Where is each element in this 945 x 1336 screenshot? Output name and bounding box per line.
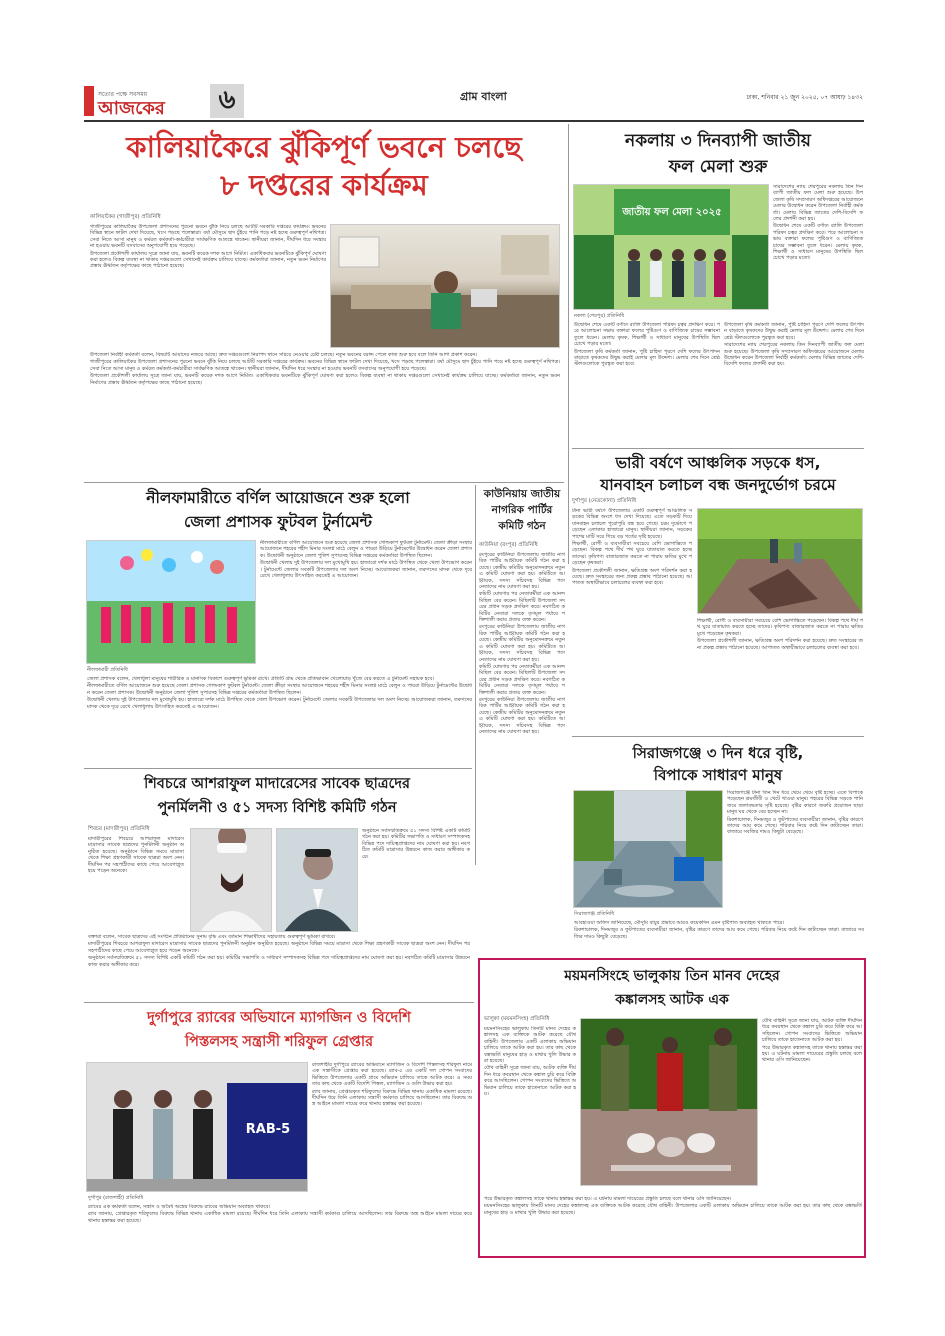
sirajganj-headline: সিরাজগঞ্জে ৩ দিন ধরে বৃষ্টি, বিপাকে সাধারণ মানুষ <box>632 744 804 784</box>
kaunia-headline: কাউনিয়ায় জাতীয় নাগরিক পার্টির কমিটি গঠন <box>483 488 561 532</box>
durgapur-headline: দুর্গাপুরে র‌্যাবের অভিযানে ম্যাগজিন ও বিদেশি পিস্তলসহ সন্ত্রাসী শরিফুল গ্রেপ্তার <box>147 1010 411 1050</box>
fruit-fair-body: সারাদেশের ন্যায় শেরপুরের নকলায় তিন দিনব্যাপী জাতীয় ফল মেলা শুরু হয়েছে। উপজেলা কৃষি সম্প্রসারণ অধিদপ্তরের আয়োজনে মেলার উদ্বোধন করেন উপজেলা নির্বাহী কর্মকর্তা। মেলায় বিভিন্ন জাতের দেশি-বিদেশি ফলের প্রদর্শনী করা হয়। উদ্বোধন শেষে একটি বর্ণাঢ্য র‌্যালি উপজেলা পরিষদ চত্বর প্রদক্ষিণ করে। পরে আলোচনা সভায় বক্তারা ফলের পুষ্টিগুণ ও বাণিজ্যিক চাষের সম্ভাবনা তুলে ধরেন। মেলায় কৃষক, শিক্ষার্থী ও সাধারণ মানুষের উপস্থিতি ছিল চোখে পড়ার মতো। <box>773 184 863 262</box>
kaunia-body: রংপুরের কাউনিয়া উপজেলায় জাতীয় নাগরিক পার্টির আহ্বায়ক কমিটি গঠন করা হয়েছে। কেন্দ্রীয় কমিটির অনুমোদনক্রমে নতুন এ কমিটি ঘোষণা করা হয়। কমিটিতে আহ্বায়ক, সদস্য সচিবসহ বিভিন্ন পদে নেতাদের নাম ঘোষণা করা হয়। কমিটি ঘোষণার পর নেতাকর্মীরা এক আনন্দ মিছিল বের করেন। মিছিলটি উপজেলা সদরের প্রধান সড়ক প্রদক্ষিণ করে। নবগঠিত কমিটির নেতারা দলকে তৃণমূল পর্যায়ে শক্তিশালী করার প্রত্যয় ব্যক্ত করেন। রংপুরের কাউনিয়া উপজেলায় জাতীয় নাগরিক পার্টির আহ্বায়ক কমিটি গঠন করা হয়েছে। কেন্দ্রীয় কমিটির অনুমোদনক্রমে নতুন এ কমিটি ঘোষণা করা হয়। কমিটিতে আহ্বায়ক, সদস্য সচিবসহ বিভিন্ন পদে নেতাদের নাম ঘোষণা করা হয়। কমিটি ঘোষণার পর নেতাকর্মীরা এক আনন্দ মিছিল বের করেন। মিছিলটি উপজেলা সদরের প্রধান সড়ক প্রদক্ষিণ করে। নবগঠিত কমিটির নেতারা দলকে তৃণমূল পর্যায়ে শক্তিশালী করার প্রত্যয় ব্যক্ত করেন। রংপুরের কাউনিয়া উপজেলায় জাতীয় নাগরিক পার্টির আহ্বায়ক কমিটি গঠন করা হয়েছে। কেন্দ্রীয় কমিটির অনুমোদনক্রমে নতুন এ কমিটি ঘোষণা করা হয়। কমিটিতে আহ্বায়ক, সদস্য সচিবসহ বিভিন্ন পদে নেতাদের নাম ঘোষণা করা হয়। <box>479 552 565 735</box>
shibchar-portrait-1 <box>190 828 272 932</box>
heavy-rain-body: টানা ভারী বর্ষণে উপজেলার একটি গুরুত্বপূর্ণ আঞ্চলিক সড়কের বিভিন্ন অংশে ধস দেখা দিয়েছে। এতে সড়কটি দিয়ে যানবাহন চলাচল পুরোপুরি বন্ধ হয়ে গেছে। চরম দুর্ভোগে পড়েছেন এলাকার হাজারো মানুষ। স্থানীয়রা জানান, সড়কের পাশের মাটি সরে গিয়ে বড় গর্তের সৃষ্টি হয়েছে। শিক্ষার্থী, রোগী ও ব্যবসায়ীরা সবচেয়ে বেশি ভোগান্তিতে পড়েছেন। বিকল্প পথে দীর্ঘ পথ ঘুরে যাতায়াত করতে হচ্ছে তাদের। কৃষিপণ্য বাজারজাত করতে না পারায় ক্ষতির মুখে পড়েছেন কৃষকরা। উপজেলা প্রকৌশলী জানান, ক্ষতিগ্রস্ত অংশ পরিদর্শন করা হয়েছে। দ্রুত সংস্কারের জন্য প্রকল্প প্রস্তাব পাঠানো হয়েছে। আপাতত অস্থায়ীভাবে চলাচলের ব্যবস্থা করা হবে। <box>572 508 692 587</box>
svg-text:RAB-5: RAB-5 <box>245 1122 291 1137</box>
shibchar-body: মাদারীপুরের শিবচরে আশরাফুল মাদারেস মাদ্রাসার সাবেক ছাত্রদের পুনর্মিলনী অনুষ্ঠান অনুষ্ঠিত হয়েছে। অনুষ্ঠানে বিভিন্ন সময়ে মাদ্রাসা থেকে শিক্ষা গ্রহণকারী সাবেক ছাত্ররা অংশ নেন। দীর্ঘদিন পর সহপাঠীদের কাছে পেয়ে আবেগাপ্লুত হয়ে পড়েন অনেকে। <box>88 836 184 875</box>
skeleton-seizure-photo <box>580 1018 758 1186</box>
durgapur-body: রাজশাহীর দুর্গাপুরে র‌্যাবের অভিযানে ম্যাগজিন ও বিদেশি পিস্তলসহ শরিফুল নামে এক সন্ত্রাসীকে গ্রেপ্তার করা হয়েছে। র‌্যাব-৫ এর একটি দল গোপন সংবাদের ভিত্তিতে উপজেলার একটি গ্রামে অভিযান চালিয়ে তাকে আটক করে। এ সময় তার কাছ থেকে একটি বিদেশি পিস্তল, ম্যাগজিন ও গুলি উদ্ধার করা হয়। র‌্যাব জানায়, গ্রেপ্তারকৃত শরিফুলের বিরুদ্ধে বিভিন্ন থানায় একাধিক মামলা রয়েছে। দীর্ঘদিন ধরে তিনি এলাকায় সন্ত্রাসী কর্মকাণ্ড চালিয়ে আসছিলেন। তার বিরুদ্ধে অস্ত্র আইনে মামলা দায়ের করে থানায় হস্তান্তর করা হয়েছে। <box>312 1062 472 1108</box>
shibchar-portrait-2 <box>276 828 358 932</box>
durgapur-body-cont: র‌্যাবের এক কর্মকর্তা বলেন, সন্ত্রাস ও অবৈধ অস্ত্রের বিরুদ্ধে র‌্যাবের অভিযান অব্যাহত থাকবে। র‌্যাব জানায়, গ্রেপ্তারকৃত শরিফুলের বিরুদ্ধে বিভিন্ন থানায় একাধিক মামলা রয়েছে। দীর্ঘদিন ধরে তিনি এলাকায় সন্ত্রাসী কর্মকাণ্ড চালিয়ে আসছিলেন। তার বিরুদ্ধে অস্ত্র আইনে মামলা দায়ের করে থানায় হস্তান্তর করা হয়েছে। <box>88 1204 472 1224</box>
article-rule <box>84 768 472 769</box>
fruit-fair-byline: নকলা (শেরপুর) প্রতিনিধি <box>574 313 625 319</box>
shibchar-body-cont2: বক্তারা বলেন, সাবেক ছাত্রদের এই সংগঠন প্রতিষ্ঠানের সুনাম বৃদ্ধি এবং বর্তমান শিক্ষার্থীদের সহায়তায় গুরুত্বপূর্ণ ভূমিকা রাখবে। মাদারীপুরের শিবচরে আশরাফুল মাদারেস মাদ্রাসার সাবেক ছাত্রদের পুনর্মিলনী অনুষ্ঠান অনুষ্ঠিত হয়েছে। অনুষ্ঠানে বিভিন্ন সময়ে মাদ্রাসা থেকে শিক্ষা গ্রহণকারী সাবেক ছাত্ররা অংশ নেন। দীর্ঘদিন পর সহপাঠীদের কাছে পেয়ে আবেগাপ্লুত হয়ে পড়েন অনেকে। অনুষ্ঠানে সর্বসম্মতিক্রমে ৫১ সদস্য বিশিষ্ট একটি কমিটি গঠন করা হয়। কমিটির সভাপতি ও সাধারণ সম্পাদকসহ বিভিন্ন পদে দায়িত্বপ্রাপ্তদের নাম ঘোষণা করা হয়। নবগঠিত কমিটি মাদ্রাসার উন্নয়নে কাজ করার অঙ্গীকার করে। <box>88 934 470 968</box>
kaliakoir-headline: কালিয়াকৈরে ঝুঁকিপূর্ণ ভবনে চলছে ৮ দপ্তরের কার্যক্রম <box>126 130 522 202</box>
article-rule <box>84 1002 474 1003</box>
column-rule <box>475 485 476 865</box>
svg-text:আজকের: আজকের <box>98 98 165 118</box>
fruit-fair-photo <box>573 184 769 310</box>
nilphamari-body-cont: জেলা প্রশাসক বলেন, খেলাধুলা মানুষের শারীরিক ও মানসিক বিকাশে গুরুত্বপূর্ণ ভূমিকা রাখে। প্রতিটি গ্রাম থেকে প্রতিভাবান খেলোয়াড় খুঁজে বের করতে এ টুর্নামেন্ট সহায়ক হবে। নীলফামারীতে বর্ণিল আয়োজনে শুরু হয়েছে জেলা প্রশাসক গোল্ডকাপ ফুটবল টুর্নামেন্ট। জেলা ক্রীড়া সংস্থার আয়োজনে শহরের শহীদ মিনার সংলগ্ন মাঠে বেলুন ও পায়রা উড়িয়ে টুর্নামেন্টের উদ্বোধন করেন জেলা প্রশাসক। উদ্বোধনী অনুষ্ঠানে জেলা পুলিশ সুপারসহ বিভিন্ন দপ্তরের কর্মকর্তারা উপস্থিত ছিলেন। উদ্বোধনী খেলায় দুই উপজেলার দল মুখোমুখি হয়। হাজারো দর্শক মাঠে উপস্থিত থেকে খেলা উপভোগ করেন। টুর্নামেন্টে জেলার সবকটি উপজেলার দল অংশ নিচ্ছে। আয়োজকরা জানান, তরুণদের মাদক থেকে দূরে রেখে খেলাধুলায় উৎসাহিত করতেই এ আয়োজন। <box>87 676 472 710</box>
football-photo <box>86 540 256 664</box>
road-collapse-photo <box>697 508 863 614</box>
sirajganj-byline: সিরাজগঞ্জ প্রতিনিধি <box>574 911 615 917</box>
section-title: গ্রাম বাংলা <box>460 90 507 103</box>
mymensingh-body-cont: যৌথ বাহিনী সূত্রে জানা যায়, আটক ব্যক্তি দীর্ঘদিন ধরে কবরস্থান থেকে কঙ্কাল চুরি করে বিক্রি করে আসছিলেন। গোপন সংবাদের ভিত্তিতে অভিযান চালিয়ে তাকে হাতেনাতে আটক করা হয়। পরে উদ্ধারকৃত কঙ্কালসহ তাকে থানায় হস্তান্তর করা হয়। এ ঘটনায় মামলা দায়েরের প্রস্তুতি চলছে বলে থানার ওসি জানিয়েছেন। <box>762 1018 862 1064</box>
page-number: ৬ <box>210 84 244 118</box>
mymensingh-body-cont2: পরে উদ্ধারকৃত কঙ্কালসহ তাকে থানায় হস্তান্তর করা হয়। এ ঘটনায় মামলা দায়েরের প্রস্তুতি চলছে বলে থানার ওসি জানিয়েছেন। ময়মনসিংহের ভালুকায় তিনটি মানব দেহের কঙ্কালসহ এক ব্যক্তিকে আটক করেছে যৌথ বাহিনী। উপজেলার একটি এলাকায় অভিযান চালিয়ে তাকে আটক করা হয়। তার কাছ থেকে বস্তাভর্তি মানুষের হাড় ও মাথার খুলি উদ্ধার করা হয়েছে। <box>484 1196 862 1216</box>
column-rule <box>568 124 569 564</box>
mymensingh-headline: ময়মনসিংহে ভালুকায় তিন মানব দেহের কঙ্কালসহ আটক এক <box>564 968 780 1008</box>
shibchar-body-cont: অনুষ্ঠানে সর্বসম্মতিক্রমে ৫১ সদস্য বিশিষ্ট একটি কমিটি গঠন করা হয়। কমিটির সভাপতি ও সাধারণ সম্পাদকসহ বিভিন্ন পদে দায়িত্বপ্রাপ্তদের নাম ঘোষণা করা হয়। নবগঠিত কমিটি মাদ্রাসার উন্নয়নে কাজ করার অঙ্গীকার করে। <box>362 828 470 860</box>
rab-arrest-photo <box>86 1062 308 1192</box>
sirajganj-body: সিরাজগঞ্জে টানা তিন দিন ধরে থেমে থেমে বৃষ্টি হচ্ছে। এতে বিপাকে পড়েছেন শ্রমজীবী ও খেটে খাওয়া মানুষ। শহরের বিভিন্ন সড়কে পানি জমে জলাবদ্ধতার সৃষ্টি হয়েছে। বৃষ্টির কারণে জরুরি প্রয়োজন ছাড়া মানুষ ঘর থেকে বের হচ্ছেন না। রিকশাচালক, দিনমজুর ও ফুটপাতের ব্যবসায়ীরা জানান, বৃষ্টির কারণে তাদের আয় কমে গেছে। পরিবার নিয়ে কষ্টে দিন কাটাচ্ছেন তারা। বাজারে সবজির দামও কিছুটা বেড়েছে। <box>727 790 863 836</box>
shibchar-byline: শিবচর (মাদারীপুর) প্রতিনিধি <box>88 826 150 832</box>
svg-text:জাতীয় ফল মেলা ২০২৫: জাতীয় ফল মেলা ২০২৫ <box>622 207 722 218</box>
shibchar-headline: শিবচরে আশরাফুল মাদারেসের সাবেক ছাত্রদের পুনর্মিলনী ও ৫১ সদস্য বিশিষ্ট কমিটি গঠন <box>144 776 410 816</box>
mymensingh-byline: ভালুকা (ময়মনসিংহ) প্রতিনিধি <box>484 1016 550 1022</box>
nilphamari-byline: নীলফামারী প্রতিনিধি <box>87 667 128 673</box>
kaliakoir-byline: কালিয়াকৈর (গাজীপুর) প্রতিনিধি <box>90 214 161 220</box>
fruit-fair-body-cont: উদ্বোধন শেষে একটি বর্ণাঢ্য র‌্যালি উপজেলা পরিষদ চত্বর প্রদক্ষিণ করে। পরে আলোচনা সভায় বক্তারা ফলের পুষ্টিগুণ ও বাণিজ্যিক চাষের সম্ভাবনা তুলে ধরেন। মেলায় কৃষক, শিক্ষার্থী ও সাধারণ মানুষের উপস্থিতি ছিল চোখে পড়ার মতো। উপজেলা কৃষি কর্মকর্তা জানান, পুষ্টি চাহিদা পূরণে দেশি ফলের উৎপাদন বাড়াতে কৃষকদের উদ্বুদ্ধ করাই মেলার মূল উদ্দেশ্য। মেলার শেষ দিনে শ্রেষ্ঠ স্টলগুলোকে পুরস্কৃত করা হবে। <box>574 322 720 368</box>
nilphamari-body: নীলফামারীতে বর্ণিল আয়োজনে শুরু হয়েছে জেলা প্রশাসক গোল্ডকাপ ফুটবল টুর্নামেন্ট। জেলা ক্রীড়া সংস্থার আয়োজনে শহরের শহীদ মিনার সংলগ্ন মাঠে বেলুন ও পায়রা উড়িয়ে টুর্নামেন্টের উদ্বোধন করেন জেলা প্রশাসক। উদ্বোধনী অনুষ্ঠানে জেলা পুলিশ সুপারসহ বিভিন্ন দপ্তরের কর্মকর্তারা উপস্থিত ছিলেন। উদ্বোধনী খেলায় দুই উপজেলার দল মুখোমুখি হয়। হাজারো দর্শক মাঠে উপস্থিত থেকে খেলা উপভোগ করেন। টুর্নামেন্টে জেলার সবকটি উপজেলার দল অংশ নিচ্ছে। আয়োজকরা জানান, তরুণদের মাদক থেকে দূরে রেখে খেলাধুলায় উৎসাহিত করতেই এ আয়োজন। <box>260 540 472 580</box>
nilphamari-headline: নীলফামারীতে বর্ণিল আয়োজনে শুরু হলো জেলা প্রশাসক ফুটবল টুর্নামেন্ট <box>146 489 410 531</box>
masthead-rule <box>84 120 864 122</box>
kaunia-byline: কাউনিয়া (রংপুর) প্রতিনিধি <box>479 542 538 548</box>
dateline: ঢাকা, শনিবার ২১ জুন ২০২৫, ০৭ আষাঢ় ১৪৩২ <box>746 94 863 101</box>
article-rule <box>572 448 864 449</box>
masthead-logo <box>84 84 204 118</box>
fruit-fair-body-cont2: উপজেলা কৃষি কর্মকর্তা জানান, পুষ্টি চাহিদা পূরণে দেশি ফলের উৎপাদন বাড়াতে কৃষকদের উদ্বুদ্ধ করাই মেলার মূল উদ্দেশ্য। মেলার শেষ দিনে শ্রেষ্ঠ স্টলগুলোকে পুরস্কৃত করা হবে। সারাদেশের ন্যায় শেরপুরের নকলায় তিন দিনব্যাপী জাতীয় ফল মেলা শুরু হয়েছে। উপজেলা কৃষি সম্প্রসারণ অধিদপ্তরের আয়োজনে মেলার উদ্বোধন করেন উপজেলা নির্বাহী কর্মকর্তা। মেলায় বিভিন্ন জাতের দেশি-বিদেশি ফলের প্রদর্শনী করা হয়। <box>724 322 864 368</box>
sirajganj-street-photo <box>573 790 723 908</box>
sirajganj-body-cont: আবহাওয়া অফিস জানিয়েছে, মৌসুমি বায়ুর প্রভাবে আরও কয়েকদিন এমন বৃষ্টিপাত অব্যাহত থাকতে পারে। রিকশাচালক, দিনমজুর ও ফুটপাতের ব্যবসায়ীরা জানান, বৃষ্টির কারণে তাদের আয় কমে গেছে। পরিবার নিয়ে কষ্টে দিন কাটাচ্ছেন তারা। বাজারে সবজির দামও কিছুটা বেড়েছে। <box>574 920 864 940</box>
svg-text:সত্যের পক্ষে সবসময়: সত্যের পক্ষে সবসময় <box>98 91 148 98</box>
fruit-fair-headline: নকলায় ৩ দিনব্যাপী জাতীয় ফল মেলা শুরু <box>625 131 811 177</box>
heavy-rain-byline: দুর্গাপুর (নেত্রকোনা) প্রতিনিধি <box>572 498 637 504</box>
heavy-rain-headline: ভারী বর্ষণে আঞ্চলিক সড়কে ধস, যানবাহন চলাচল বন্ধ জনদুর্ভোগ চরমে <box>600 454 836 494</box>
heavy-rain-body-cont: শিক্ষার্থী, রোগী ও ব্যবসায়ীরা সবচেয়ে বেশি ভোগান্তিতে পড়েছেন। বিকল্প পথে দীর্ঘ পথ ঘুরে যাতায়াত করতে হচ্ছে তাদের। কৃষিপণ্য বাজারজাত করতে না পারায় ক্ষতির মুখে পড়েছেন কৃষকরা। উপজেলা প্রকৌশলী জানান, ক্ষতিগ্রস্ত অংশ পরিদর্শন করা হয়েছে। দ্রুত সংস্কারের জন্য প্রকল্প প্রস্তাব পাঠানো হয়েছে। আপাতত অস্থায়ীভাবে চলাচলের ব্যবস্থা করা হবে। <box>697 618 863 651</box>
article-rule <box>84 482 564 483</box>
kaliakoir-office-photo <box>330 224 560 348</box>
durgapur-byline: দুর্গাপুর (রাজশাহী) প্রতিনিধি <box>88 1195 144 1201</box>
article-rule <box>572 736 864 737</box>
mymensingh-body: ময়মনসিংহের ভালুকায় তিনটি মানব দেহের কঙ্কালসহ এক ব্যক্তিকে আটক করেছে যৌথ বাহিনী। উপজেলার একটি এলাকায় অভিযান চালিয়ে তাকে আটক করা হয়। তার কাছ থেকে বস্তাভর্তি মানুষের হাড় ও মাথার খুলি উদ্ধার করা হয়েছে। যৌথ বাহিনী সূত্রে জানা যায়, আটক ব্যক্তি দীর্ঘদিন ধরে কবরস্থান থেকে কঙ্কাল চুরি করে বিক্রি করে আসছিলেন। গোপন সংবাদের ভিত্তিতে অভিযান চালিয়ে তাকে হাতেনাতে আটক করা হয়। <box>484 1026 576 1098</box>
kaliakoir-body: গাজীপুরের কালিয়াকৈর উপজেলা প্রশাসনের পুরনো ভবনে ঝুঁকি নিয়ে চলছে আটটি সরকারি দপ্তরের কার্যক্রম। ভবনের বিভিন্ন স্থানে ফাটল দেখা দিয়েছে, খসে পড়ছে পলেস্তারা। বর্ষা মৌসুমে ছাদ চুঁইয়ে পানি পড়ে নষ্ট হচ্ছে গুরুত্বপূর্ণ নথিপত্র। সেবা নিতে আসা মানুষ ও কর্মরত কর্মকর্তা-কর্মচারীরা সার্বক্ষণিক আতঙ্কে থাকেন। স্থানীয়রা জানান, দীর্ঘদিন ধরে সংস্কার না হওয়ায় ভবনটি বসবাসের অনুপযোগী হয়ে পড়েছে। উপজেলা প্রকৌশলী কার্যালয় সূত্রে জানা যায়, ভবনটি কয়েক দশক আগে নির্মিত। একাধিকবার ভবনটিকে ঝুঁকিপূর্ণ ঘোষণা করা হলেও বিকল্প ব্যবস্থা না থাকায় দপ্তরগুলো সেখানেই কার্যক্রম চালিয়ে যাচ্ছে। কর্মকর্তারা জানান, নতুন ভবন নির্মাণের প্রস্তাব ঊর্ধ্বতন কর্তৃপক্ষের কাছে পাঠানো হয়েছে। <box>90 224 326 270</box>
kaliakoir-body-cont: উপজেলা নির্বাহী কর্মকর্তা বলেন, বিষয়টি আমাদের নজরে আছে। দ্রুত দপ্তরগুলো নিরাপদ স্থানে সরিয়ে নেওয়ার চেষ্টা চলছে। নতুন ভবনের বরাদ্দ পেলে কাজ শুরু হবে বলে তিনি আশা প্রকাশ করেন। গাজীপুরের কালিয়াকৈর উপজেলা প্রশাসনের পুরনো ভবনে ঝুঁকি নিয়ে চলছে আটটি সরকারি দপ্তরের কার্যক্রম। ভবনের বিভিন্ন স্থানে ফাটল দেখা দিয়েছে, খসে পড়ছে পলেস্তারা। বর্ষা মৌসুমে ছাদ চুঁইয়ে পানি পড়ে নষ্ট হচ্ছে গুরুত্বপূর্ণ নথিপত্র। সেবা নিতে আসা মানুষ ও কর্মরত কর্মকর্তা-কর্মচারীরা সার্বক্ষণিক আতঙ্কে থাকেন। স্থানীয়রা জানান, দীর্ঘদিন ধরে সংস্কার না হওয়ায় ভবনটি বসবাসের অনুপযোগী হয়ে পড়েছে। উপজেলা প্রকৌশলী কার্যালয় সূত্রে জানা যায়, ভবনটি কয়েক দশক আগে নির্মিত। একাধিকবার ভবনটিকে ঝুঁকিপূর্ণ ঘোষণা করা হলেও বিকল্প ব্যবস্থা না থাকায় দপ্তরগুলো সেখানেই কার্যক্রম চালিয়ে যাচ্ছে। কর্মকর্তারা জানান, নতুন ভবন নির্মাণের প্রস্তাব ঊর্ধ্বতন কর্তৃপক্ষের কাছে পাঠানো হয়েছে। <box>90 352 560 386</box>
